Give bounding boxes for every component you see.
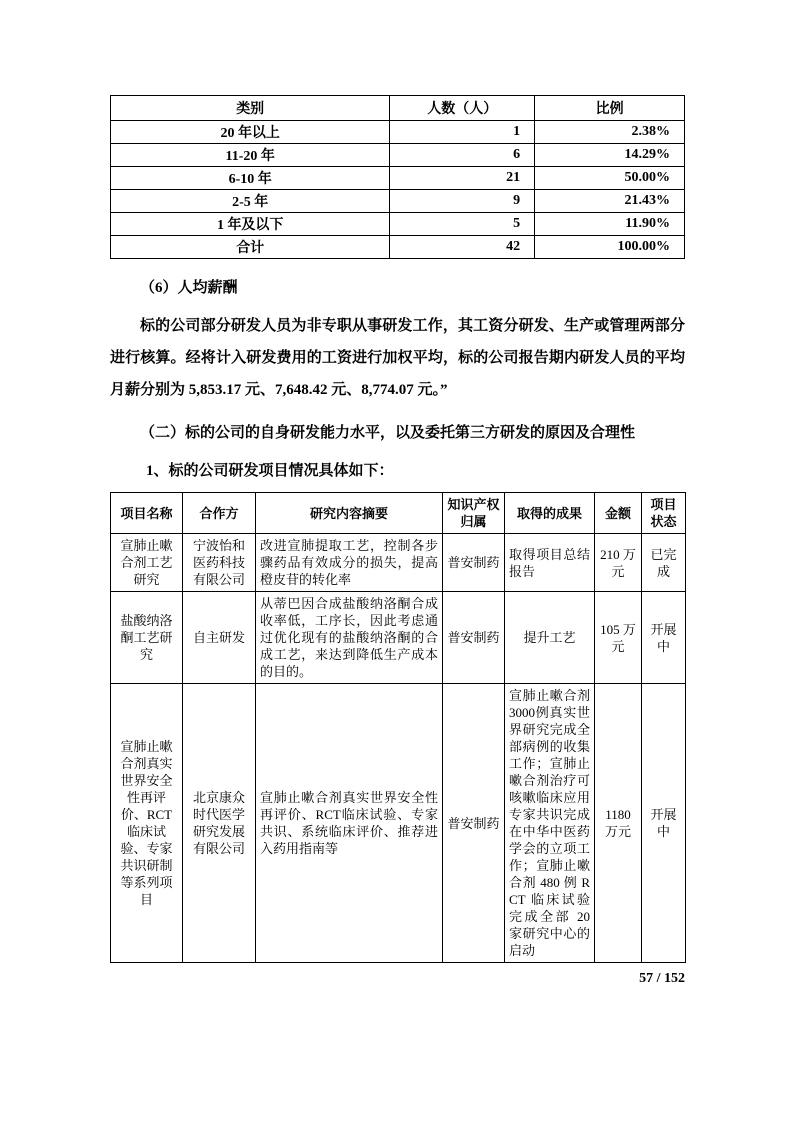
table-cell: 1 [390, 121, 535, 144]
project-name-cell: 宣肺止嗽合剂工艺研究 [111, 534, 183, 592]
table-row [111, 236, 685, 259]
section-heading-rd-capability: （二）标的公司的自身研发能力水平，以及委托第三方研发的原因及合理性 [140, 425, 636, 441]
summary-cell: 宣肺止嗽合剂真实世界安全性再评价、RCT临床试验、专家共识、系统临床评价、推荐进入药用指南等 [256, 684, 443, 963]
page-number: 57 / 152 [639, 971, 685, 986]
table-cell: 11.90% [535, 213, 685, 236]
project-name-cell: 盐酸纳洛酮工艺研究 [111, 592, 183, 684]
table-row [111, 144, 685, 167]
t1-header-count: 人数（人） [390, 96, 535, 121]
summary-cell: 改进宣肺提取工艺，控制各步骤药品有效成分的损失，提高橙皮苷的转化率 [256, 534, 443, 592]
table-header-row [111, 96, 685, 121]
project-name-cell: 宣肺止嗽合剂真实世界安全性再评价、RCT临床试验、专家共识研制等系列项目 [111, 684, 183, 963]
table-cell: 2.38% [535, 121, 685, 144]
ip-cell: 普安制药 [443, 592, 505, 684]
status-cell: 开展中 [642, 684, 686, 963]
table-cell: 100.00% [535, 236, 685, 259]
t2-header-summary: 研究内容摘要 [256, 493, 443, 534]
table-cell: 50.00% [535, 167, 685, 190]
table-cell: 1 年及以下 [111, 213, 390, 236]
status-cell: 已完成 [642, 534, 686, 592]
partner-cell: 北京康众时代医学研究发展有限公司 [183, 684, 256, 963]
salary-paragraph: 标的公司部分研发人员为非专职从事研发工作，其工资分研发、生产或管理两部分进行核算。经将计入研发费用的工资进行加权平均，标的公司报告期内研发人员的平均月薪分别为 5,853.17 元、7,648.42 元、8,774.07 元。” [110, 318, 685, 398]
table-cell: 21 [390, 167, 535, 190]
t2-header-ip: 知识产权归属 [443, 493, 505, 534]
rd-project-table [110, 492, 686, 963]
table-row [111, 592, 686, 684]
table-cell: 2-5 年 [111, 190, 390, 213]
subsection-heading-salary: （6）人均薪酬 [140, 280, 238, 296]
t2-header-amount: 金额 [595, 493, 642, 534]
partner-cell: 自主研发 [183, 592, 256, 684]
result-cell: 取得项目总结报告 [505, 534, 595, 592]
table-cell: 14.29% [535, 144, 685, 167]
table-cell: 5 [390, 213, 535, 236]
result-cell: 提升工艺 [505, 592, 595, 684]
table-row [111, 213, 685, 236]
t2-header-result: 取得的成果 [505, 493, 595, 534]
partner-cell: 宁波怡和医药科技有限公司 [183, 534, 256, 592]
table-cell: 9 [390, 190, 535, 213]
amount-cell: 105 万元 [595, 592, 642, 684]
table-row [111, 534, 686, 592]
table-row [111, 121, 685, 144]
t1-header-ratio: 比例 [535, 96, 685, 121]
ip-cell: 普安制药 [443, 684, 505, 963]
table-row [111, 684, 686, 963]
t1-header-category: 类别 [111, 96, 390, 121]
rd-projects-lead-text: 1、标的公司研发项目情况具体如下： [146, 463, 394, 479]
table-cell: 42 [390, 236, 535, 259]
table-cell: 6 [390, 144, 535, 167]
table-cell: 20 年以上 [111, 121, 390, 144]
table-cell: 6-10 年 [111, 167, 390, 190]
table-row [111, 167, 685, 190]
table-row [111, 190, 685, 213]
t2-header-status: 项目状态 [642, 493, 686, 534]
result-cell: 宣肺止嗽合剂3000例真实世界研究完成全部病例的收集工作；宣肺止嗽合剂治疗可咳嗽临床应用专家共识完成在中华中医药学会的立项工作；宣肺止嗽合剂 480 例 RCT 临床试验完成全部 20 家研究中心的启动 [505, 684, 595, 963]
table-cell: 合计 [111, 236, 390, 259]
summary-cell: 从蒂巴因合成盐酸纳洛酮合成收率低，工序长，因此考虑通过优化现有的盐酸纳洛酮的合成工艺，来达到降低生产成本的目的。 [256, 592, 443, 684]
seniority-table [110, 95, 685, 259]
status-cell: 开展中 [642, 592, 686, 684]
ip-cell: 普安制药 [443, 534, 505, 592]
t2-header-project-name: 项目名称 [111, 493, 183, 534]
amount-cell: 210 万元 [595, 534, 642, 592]
amount-cell: 1180 万元 [595, 684, 642, 963]
table-header-row [111, 493, 686, 534]
table-cell: 11-20 年 [111, 144, 390, 167]
table-cell: 21.43% [535, 190, 685, 213]
t2-header-partner: 合作方 [183, 493, 256, 534]
